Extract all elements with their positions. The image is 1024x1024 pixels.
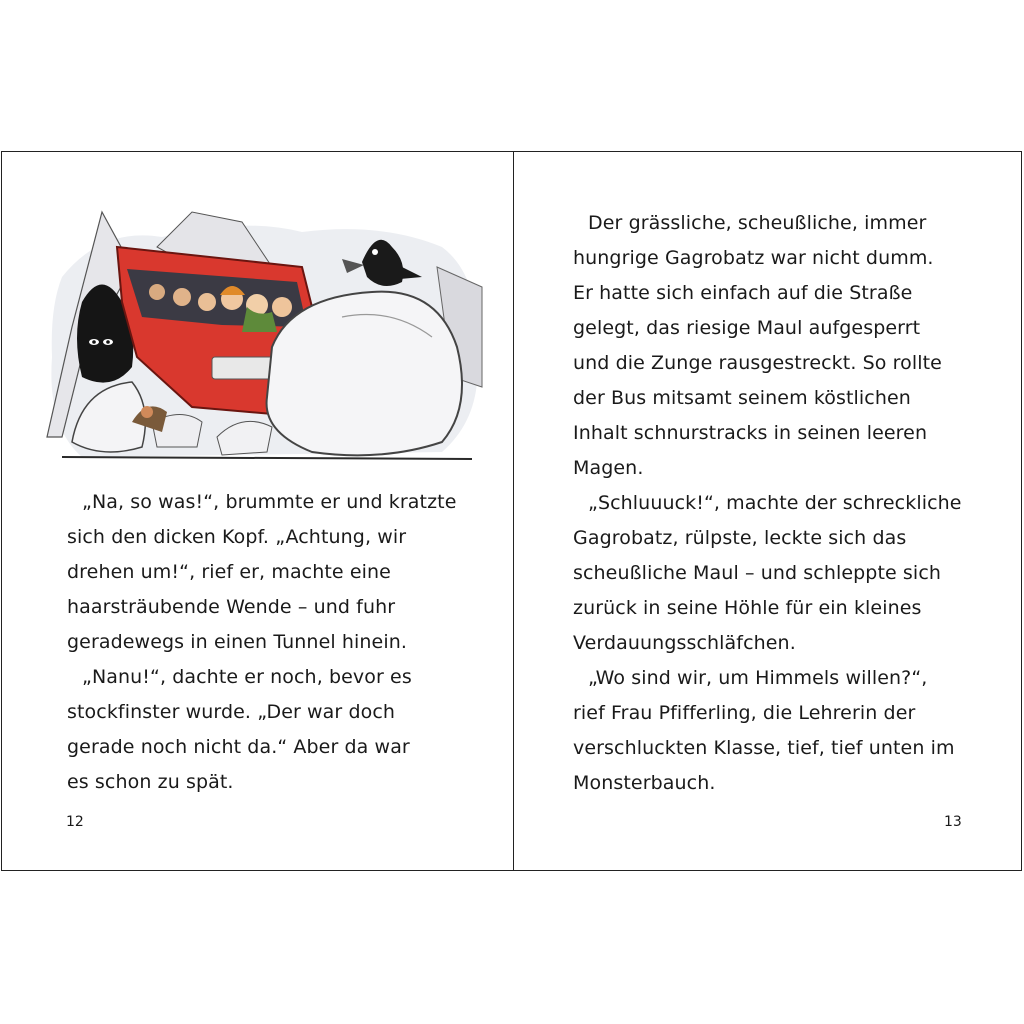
text-line: es schon zu spät. — [67, 771, 234, 793]
page-number-right: 13 — [944, 814, 962, 830]
book-spread — [1, 151, 1022, 871]
text-line: rief Frau Pfifferling, die Lehrerin der — [573, 702, 916, 724]
text-line: haarsträubende Wende – und fuhr — [67, 596, 396, 618]
text-line: der Bus mitsamt seinem köstlichen — [573, 387, 911, 409]
text-line: Der grässliche, scheußliche, immer — [588, 212, 927, 234]
text-line: Magen. — [573, 457, 644, 479]
text-line: scheußliche Maul – und schleppte sich — [573, 562, 942, 584]
text-line: Er hatte sich einfach auf die Straße — [573, 282, 913, 304]
text-line: gerade noch nicht da.“ Aber da war — [67, 736, 410, 758]
text-line: Verdauungsschläfchen. — [573, 632, 796, 654]
right-page-text — [573, 206, 1003, 801]
text-line: „Schluuuck!“, machte der schreckliche — [588, 492, 962, 514]
text-line: Inhalt schnurstracks in seinen leeren — [573, 422, 928, 444]
text-line: Monsterbauch. — [573, 772, 716, 794]
text-line: sich den dicken Kopf. „Achtung, wir — [67, 526, 407, 548]
text-line: Gagrobatz, rülpste, leckte sich das — [573, 527, 907, 549]
bus-rocks-monster-illustration-icon — [42, 207, 487, 467]
text-line: drehen um!“, rief er, machte eine — [67, 561, 391, 583]
text-line: „Na, so was!“, brummte er und kratzte — [82, 491, 457, 513]
text-line: und die Zunge rausgestreckt. So rollte — [573, 352, 942, 374]
text-line: zurück in seine Höhle für ein kleines — [573, 597, 922, 619]
right-page — [514, 152, 1023, 870]
page-number-left: 12 — [66, 814, 84, 830]
text-line: verschluckten Klasse, tief, tief unten im — [573, 737, 955, 759]
text-line: stockfinster wurde. „Der war doch — [67, 701, 396, 723]
left-page — [2, 152, 514, 870]
text-line: hungrige Gagrobatz war nicht dumm. — [573, 247, 934, 269]
text-line: „Nanu!“, dachte er noch, bevor es — [82, 666, 412, 688]
left-page-text — [67, 485, 497, 800]
text-line: gelegt, das riesige Maul aufgesperrt — [573, 317, 921, 339]
text-line: „Wo sind wir, um Himmels willen?“, — [588, 667, 928, 689]
text-line: geradewegs in einen Tunnel hinein. — [67, 631, 407, 653]
